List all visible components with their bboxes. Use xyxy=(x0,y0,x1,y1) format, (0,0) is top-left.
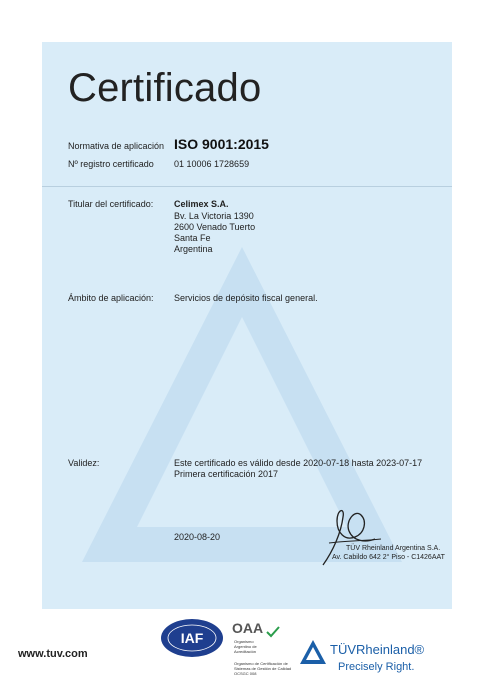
issuer-address: Av. Cabildo 642 2° Piso - C1426AAT xyxy=(332,554,445,561)
page-title: Certificado xyxy=(68,66,262,110)
iaf-logo-icon xyxy=(160,618,224,658)
address-line: Argentina xyxy=(174,244,213,254)
divider xyxy=(42,186,452,187)
holder-name: Celimex S.A. xyxy=(174,199,229,209)
issuer-name: TÜV Rheinland Argentina S.A. xyxy=(346,545,441,552)
address-line: Santa Fe xyxy=(174,233,211,243)
oaa-text xyxy=(234,639,257,654)
tuv-brand: TÜVRheinland® xyxy=(330,642,425,657)
scope-label: Ámbito de aplicación: xyxy=(68,293,154,303)
oaa-text-line: Argentino de xyxy=(234,644,257,649)
oaa-subtext xyxy=(234,661,291,676)
oaa-text-line: Organismo xyxy=(234,639,254,644)
registry-label: Nº registro certificado xyxy=(68,159,154,169)
oaa-text-line: Acreditación xyxy=(234,649,257,654)
tuv-triangle-icon xyxy=(298,638,328,666)
first-certification: Primera certificación 2017 xyxy=(174,469,279,479)
website-link[interactable]: www.tuv.com xyxy=(18,648,88,660)
holder-label: Titular del certificado: xyxy=(68,199,154,209)
standard-label: Normativa de aplicación xyxy=(68,141,165,151)
address-line: 2600 Venado Tuerto xyxy=(174,222,256,232)
checkmark-icon xyxy=(266,626,280,638)
iaf-logo-text: IAF xyxy=(180,630,204,646)
signature-icon xyxy=(315,503,385,573)
oaa-sub-line: Organismo de Certificación de xyxy=(234,661,288,666)
standard-value: ISO 9001:2015 xyxy=(174,136,269,152)
tuv-tagline: Precisely Right. xyxy=(338,661,415,673)
address-line: Bv. La Victoria 1390 xyxy=(174,211,254,221)
issue-date: 2020-08-20 xyxy=(174,532,221,542)
registry-value: 01 10006 1728659 xyxy=(174,159,250,169)
oaa-logo: OAA xyxy=(232,620,264,636)
certificate-panel xyxy=(42,42,452,609)
scope-value: Servicios de depósito fiscal general. xyxy=(174,293,318,303)
oaa-sub-line: OCSGC 008 xyxy=(234,671,257,676)
oaa-sub-line: Sistemas de Gestión de Calidad xyxy=(234,666,292,671)
tuv-triangle-watermark xyxy=(42,42,452,609)
validity-label: Validez: xyxy=(68,458,100,468)
validity-dates: Este certificado es válido desde 2020-07-18 hasta 2023-07-17 xyxy=(174,458,423,468)
holder-address xyxy=(174,211,255,255)
